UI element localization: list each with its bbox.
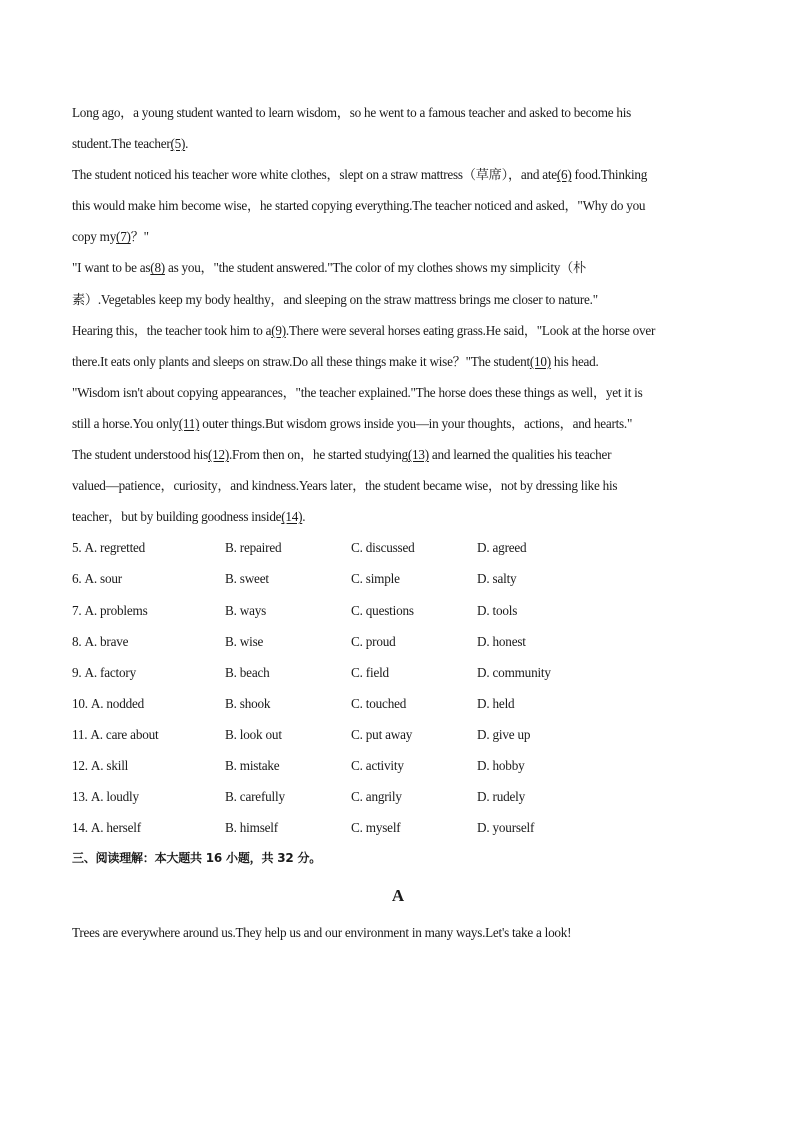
passage-text: food.Thinking [571, 167, 648, 183]
passage-text: The student understood his [72, 447, 208, 463]
option-c: C. angrily [351, 789, 402, 805]
passage-line [72, 159, 724, 190]
option-d: D. give up [477, 726, 531, 742]
option-a [72, 563, 225, 594]
question-number: 13. [72, 789, 88, 805]
option-a [72, 595, 225, 626]
option-a [72, 657, 225, 688]
passage-line [72, 346, 724, 377]
question-number: 6. [72, 571, 82, 587]
option-a [72, 781, 225, 812]
question-number: 9. [72, 664, 82, 680]
option-a-text: A. care about [90, 726, 159, 742]
passage-text: The student noticed his teacher wore white clothes，slept on a straw mattress（草席），and ate [72, 167, 557, 183]
passage-text: still a horse.You only [72, 415, 179, 431]
option-c: C. put away [351, 726, 413, 742]
passage-line [72, 408, 724, 439]
passage-text: "I want to be as [72, 260, 151, 276]
question-number: 11. [72, 726, 88, 742]
option-c: C. activity [351, 757, 404, 773]
option-d: D. community [477, 664, 551, 680]
passage-text: 素）.Vegetables keep my body healthy，and sleeping on the straw mattress brings me closer to nature." [72, 291, 598, 307]
option-c: C. touched [351, 695, 407, 711]
part-label: A [391, 886, 405, 906]
question-row [72, 657, 724, 688]
question-row [72, 750, 724, 781]
question-row [72, 626, 724, 657]
answer-options [72, 532, 724, 843]
blank-marker: (7) [116, 229, 131, 245]
question-row [72, 688, 724, 719]
option-a-text: A. nodded [90, 695, 145, 711]
question-row [72, 812, 724, 843]
option-a-text: A. problems [84, 602, 148, 618]
question-row [72, 719, 724, 750]
option-a [72, 626, 225, 657]
passage-line [72, 439, 724, 470]
option-d: D. yourself [477, 820, 535, 836]
question-row [72, 532, 724, 563]
option-a-text: A. skill [90, 757, 129, 773]
passage-text: .From then on，he started studying [228, 447, 408, 463]
option-d: D. agreed [477, 540, 527, 556]
reading-intro: Trees are everywhere around us.They help us and our environment in many ways.Let's take a look! [72, 925, 572, 941]
option-c: C. discussed [351, 540, 415, 556]
passage-line [72, 128, 724, 159]
option-a [72, 532, 225, 563]
blank-marker: (10) [529, 353, 551, 369]
option-a [72, 812, 225, 843]
passage-text: Hearing this，the teacher took him to a [72, 322, 272, 338]
option-a [72, 750, 225, 781]
option-b: B. wise [225, 633, 264, 649]
question-row [72, 781, 724, 812]
passage-line [72, 221, 724, 252]
passage-text: "Wisdom isn't about copying appearances，"the teacher explained."The horse does these things as well，yet it is [72, 384, 643, 400]
passage-text: . [302, 509, 306, 525]
option-b: B. carefully [225, 789, 285, 805]
question-row [72, 563, 724, 594]
option-b: B. mistake [225, 757, 280, 773]
blank-marker: (12) [207, 447, 229, 463]
question-number: 7. [72, 602, 82, 618]
passage-text: . [185, 136, 189, 152]
passage-text: .There were several horses eating grass.He said，"Look at the horse over [285, 322, 656, 338]
option-d: D. rudely [477, 789, 526, 805]
passage-line [72, 284, 724, 315]
passage-line [72, 470, 724, 501]
passage-line [72, 190, 724, 221]
passage-text: valued—patience，curiosity，and kindness.Years later，the student became wise，not by dressing like his [72, 478, 618, 494]
passage-line [72, 501, 724, 532]
blank-marker: (8) [150, 260, 165, 276]
option-d: D. tools [477, 602, 518, 618]
passage-text: there.It eats only plants and sleeps on straw.Do all these things make it wise？"The student [72, 353, 530, 369]
option-a-text: A. regretted [84, 540, 146, 556]
passage-text: this would make him become wise，he started copying everything.The teacher noticed and asked，"Why do you [72, 198, 646, 214]
blank-marker: (5) [170, 136, 186, 152]
question-number: 8. [72, 633, 82, 649]
blank-marker: (6) [556, 167, 572, 183]
option-c: C. simple [351, 571, 400, 587]
option-a-text: A. sour [84, 571, 122, 587]
blank-marker: (9) [271, 322, 286, 338]
question-number: 14. [72, 820, 88, 836]
passage-text: as you，"the student answered."The color of my clothes shows my simplicity（朴 [164, 260, 586, 276]
option-c: C. field [351, 664, 389, 680]
option-c: C. myself [351, 820, 401, 836]
question-row [72, 595, 724, 626]
passage-line [72, 252, 724, 283]
option-b: B. ways [225, 602, 267, 618]
option-d: D. hobby [477, 757, 525, 773]
blank-marker: (11) [178, 415, 200, 431]
option-d: D. honest [477, 633, 526, 649]
question-number: 5. [72, 540, 82, 556]
option-d: D. held [477, 695, 515, 711]
option-b: B. shook [225, 695, 271, 711]
option-c: C. questions [351, 602, 414, 618]
option-b: B. repaired [225, 540, 282, 556]
document-page [72, 97, 724, 947]
option-a-text: A. factory [84, 664, 136, 680]
question-number: 12. [72, 757, 88, 773]
option-a [72, 719, 225, 750]
cloze-passage [72, 97, 724, 532]
passage-text: outer things.But wisdom grows inside you—in your thoughts，actions，and hearts." [199, 415, 633, 431]
blank-marker: (14) [281, 509, 303, 525]
option-d: D. salty [477, 571, 517, 587]
passage-line [72, 97, 724, 128]
passage-text: and learned the qualities his teacher [428, 447, 612, 463]
passage-text: his head. [550, 353, 599, 369]
question-number: 10. [72, 695, 88, 711]
passage-text: copy my [72, 229, 117, 245]
passage-line [72, 315, 724, 346]
passage-text: ？" [130, 229, 149, 245]
option-b: B. look out [225, 726, 282, 742]
section-heading: 三、阅读理解：本大题共 16 小题，共 32 分。 [72, 851, 322, 866]
option-a [72, 688, 225, 719]
passage-text: student.The teacher [72, 136, 171, 152]
passage-line [72, 377, 724, 408]
option-b: B. sweet [225, 571, 269, 587]
option-b: B. himself [225, 820, 278, 836]
passage-text: teacher，but by building goodness inside [72, 509, 282, 525]
blank-marker: (13) [407, 447, 429, 463]
option-a-text: A. loudly [90, 789, 139, 805]
passage-text: Long ago，a young student wanted to learn wisdom，so he went to a famous teacher and asked to become his [72, 105, 631, 120]
option-c: C. proud [351, 633, 396, 649]
option-a-text: A. brave [84, 633, 129, 649]
option-a-text: A. herself [90, 820, 141, 836]
option-b: B. beach [225, 664, 270, 680]
